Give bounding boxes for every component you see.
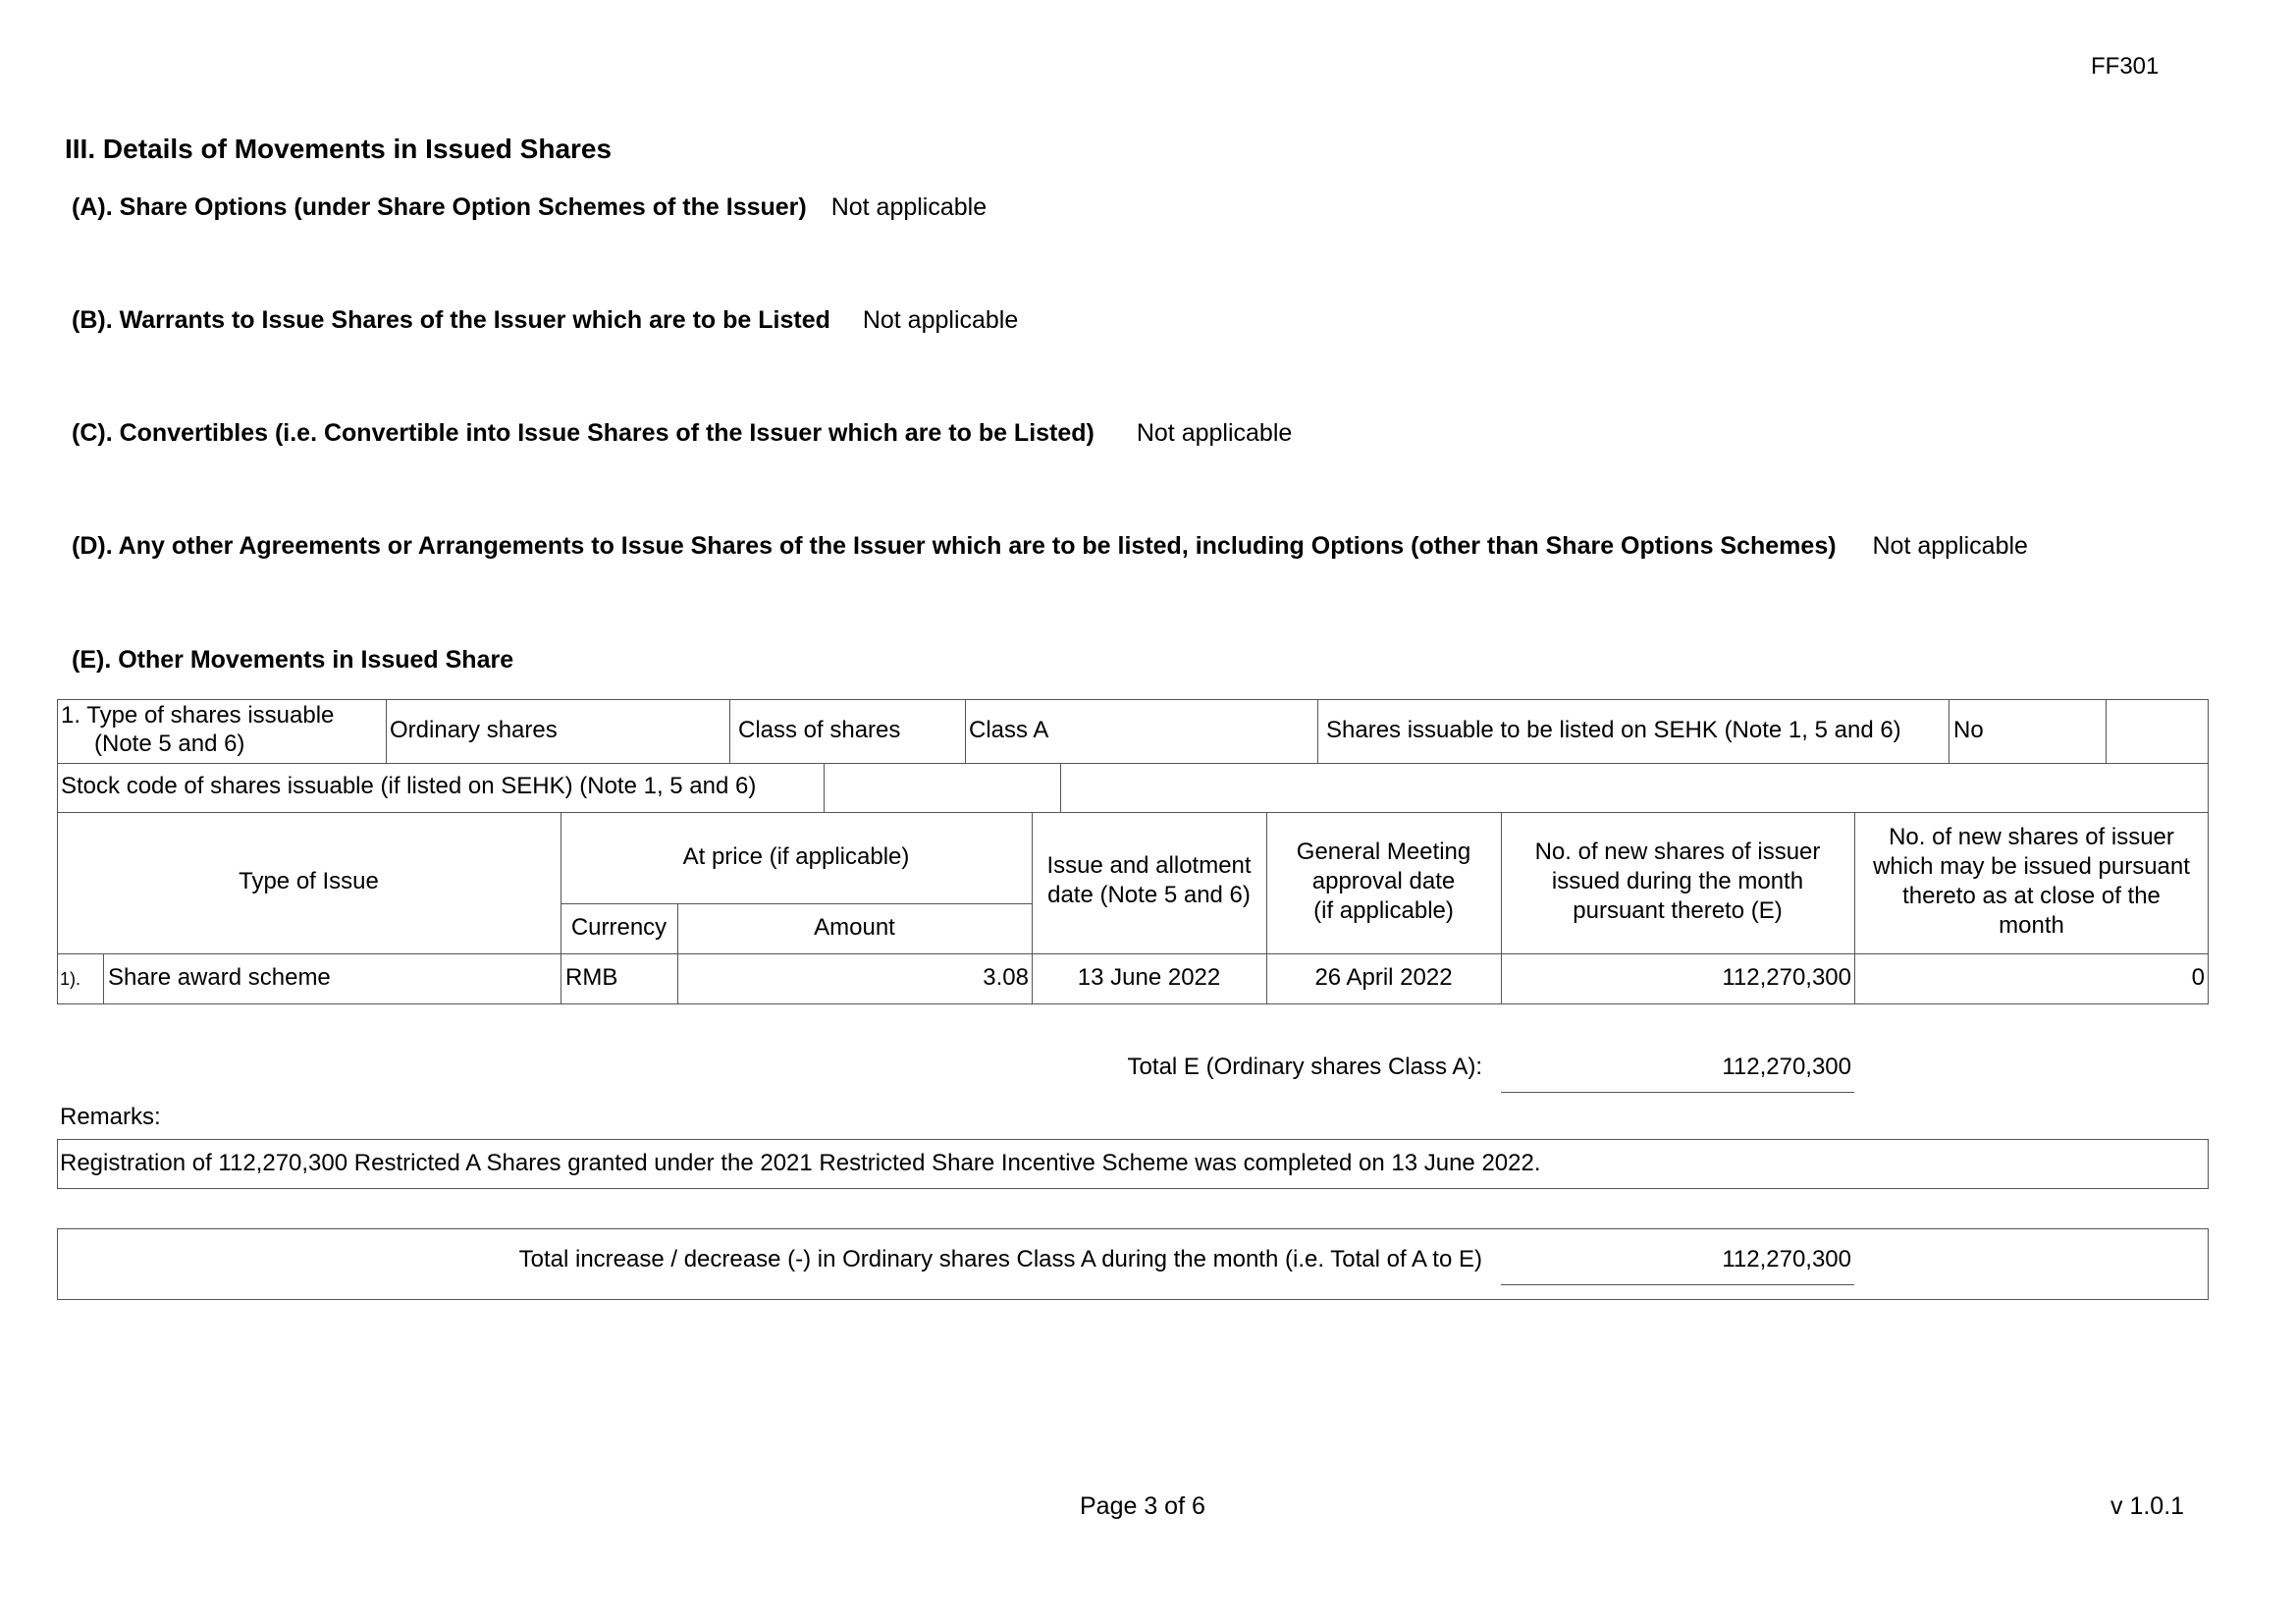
remarks-text: Registration of 112,270,300 Restricted A Shares granted under the 2021 Restricted Share Incentive Scheme was completed on 13 June 2022. [60,1150,1541,1176]
header-at-price: At price (if applicable) [682,843,910,870]
header-issue-date-2: date (Note 5 and 6) [1047,882,1251,908]
subsection-c [72,419,1292,448]
class-value: Class A [969,717,1049,743]
stock-code-value [828,772,1057,801]
type-label-line1: 1. Type of shares issuable [61,702,335,729]
subsection-c-label: (C). Convertibles (i.e. Convertible into Issue Shares of the Issuer which are to be Listed) [72,419,1095,447]
header-issue-date-1: Issue and allotment [1046,852,1252,879]
header-may-issue-3: thereto as at close of the [1902,883,2161,909]
header-amount: Amount [814,914,895,941]
row-new-shares: 112,270,300 [1722,964,1851,991]
header-new-shares-3: pursuant thereto (E) [1573,897,1783,924]
subsection-d-label: (D). Any other Agreements or Arrangements to Issue Shares of the Issuer which are to be listed, including Options (other than Share Options Schemes) [72,532,1837,560]
listed-value: No [1953,717,1984,743]
section-title: III. Details of Movements in Issued Shares [65,134,613,164]
subsection-b-status: Not applicable [862,306,1019,334]
header-currency: Currency [570,914,667,941]
form-code: FF301 [2091,53,2160,80]
class-label: Class of shares [738,717,901,743]
type-value: Ordinary shares [390,717,558,743]
subsection-e-label: (E). Other Movements in Issued Share [72,646,514,674]
subsection-e [72,646,513,675]
version: v 1.0.1 [2110,1492,2185,1520]
subsection-a-status: Not applicable [830,193,988,221]
page-number: Page 3 of 6 [1080,1492,1205,1520]
subsection-a [72,193,987,222]
total-increase-value: 112,270,300 [1722,1246,1851,1272]
header-new-shares-1: No. of new shares of issuer [1534,839,1821,865]
type-label-line2: (Note 5 and 6) [94,731,245,757]
stock-code-label: Stock code of shares issuable (if listed on SEHK) (Note 1, 5 and 6) [61,773,757,799]
subsection-c-status: Not applicable [1136,419,1293,447]
header-type-of-issue: Type of Issue [239,868,379,894]
row-currency: RMB [565,964,618,991]
row-index: 1). [60,969,81,989]
total-e-label: Total E (Ordinary shares Class A): [1127,1054,1482,1080]
row-may-issue: 0 [2191,964,2205,991]
row-gm-date: 26 April 2022 [1314,964,1453,991]
total-e-value: 112,270,300 [1722,1054,1851,1080]
listed-label: Shares issuable to be listed on SEHK (Note 1, 5 and 6) [1326,717,1901,743]
header-gm-1: General Meeting [1296,839,1471,865]
row-amount: 3.08 [983,964,1029,991]
header-may-issue-4: month [1999,912,2064,939]
row-issue-date: 13 June 2022 [1077,964,1221,991]
header-may-issue-1: No. of new shares of issuer [1889,824,2174,850]
remarks-label: Remarks: [60,1104,161,1130]
subsection-b-label: (B). Warrants to Issue Shares of the Issuer which are to be Listed [72,306,830,334]
subsection-d-status: Not applicable [1872,532,2028,560]
subsection-b [72,306,1018,335]
header-new-shares-2: issued during the month [1551,868,1804,894]
header-may-issue-2: which may be issued pursuant [1873,853,2190,880]
subsection-d [72,532,2028,561]
header-gm-2: approval date [1311,868,1456,894]
total-increase-label: Total increase / decrease (-) in Ordinary shares Class A during the month (i.e. Total of A to E) [518,1246,1482,1272]
row-type: Share award scheme [108,964,331,991]
subsection-a-label: (A). Share Options (under Share Option Schemes of the Issuer) [72,193,807,221]
header-gm-3: (if applicable) [1313,897,1454,924]
